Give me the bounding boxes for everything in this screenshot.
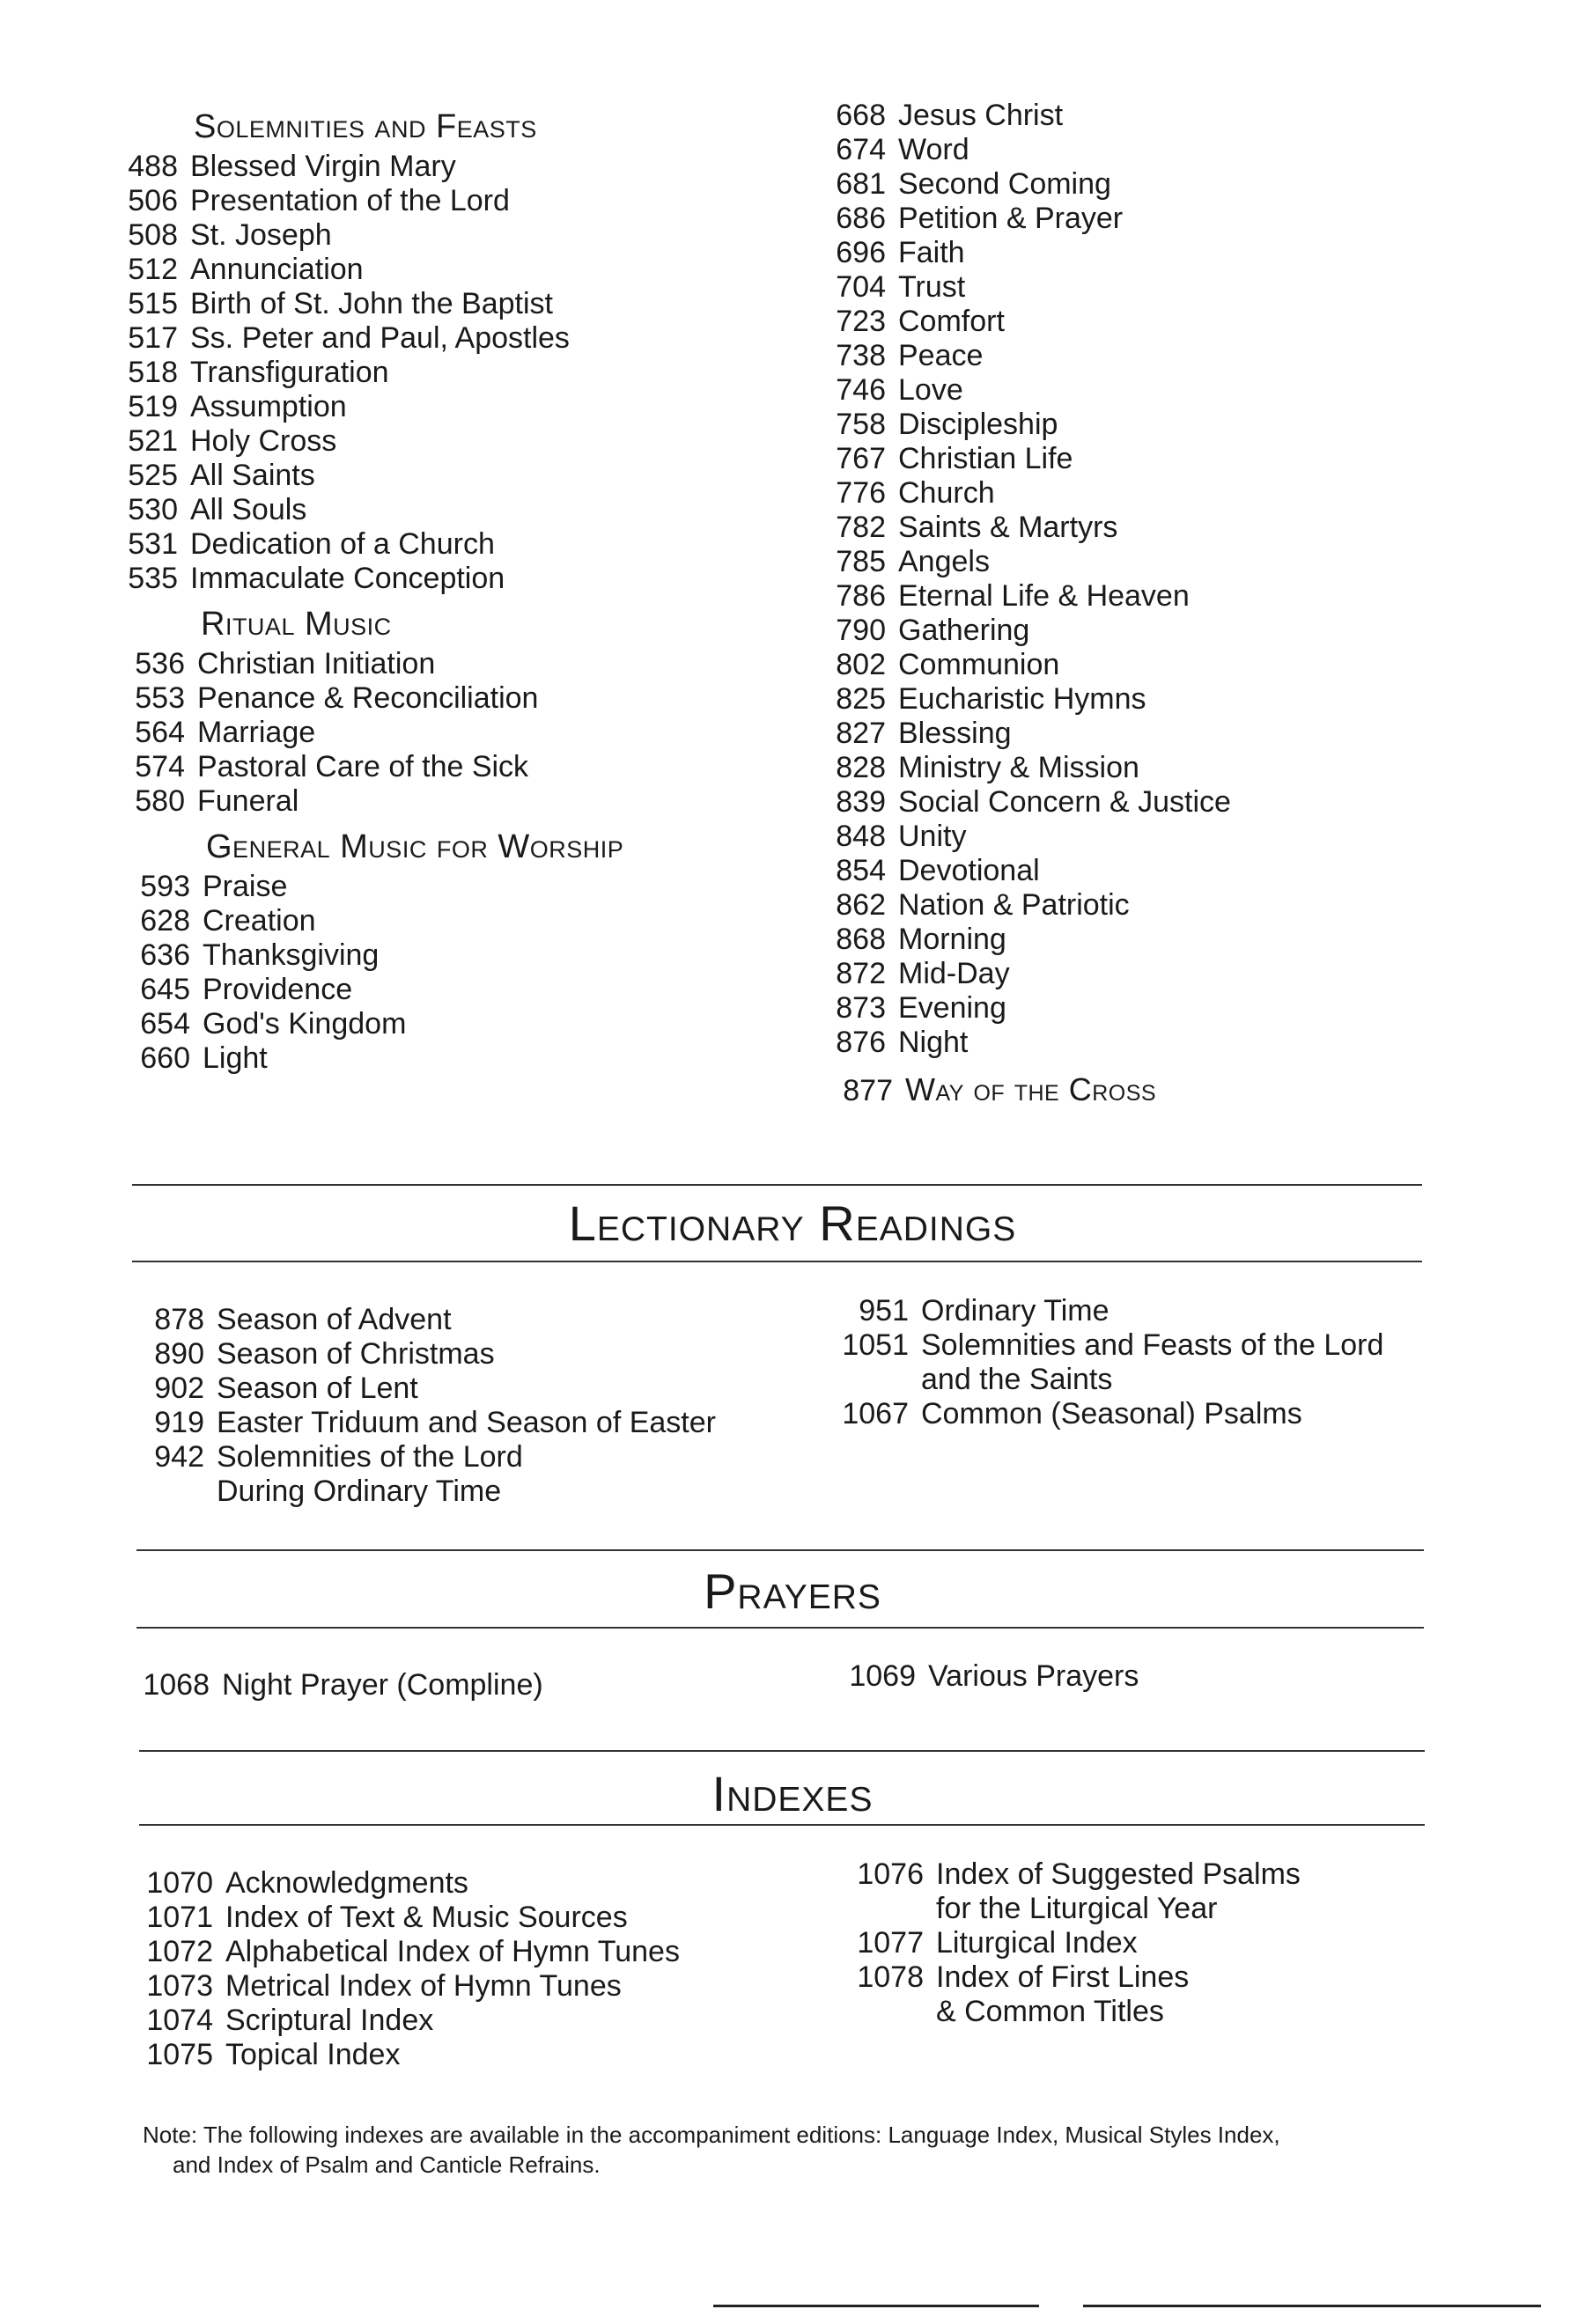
divider [136,1627,1424,1629]
list-item[interactable]: 786 Eternal Life & Heaven [836,579,1190,613]
list-item[interactable]: 488 Blessed Virgin Mary [128,150,456,183]
list-item[interactable]: 674 Word [836,133,969,166]
footnote-line-2: and Index of Psalm and Canticle Refrains. [173,2151,601,2178]
list-item[interactable]: 531 Dedication of a Church [128,527,495,561]
list-item[interactable]: 1069 Various Prayers [849,1659,1139,1693]
list-item[interactable]: 854 Devotional [836,854,1040,887]
list-item[interactable]: 1070 Acknowledgments [146,1866,468,1900]
list-item[interactable]: 825 Eucharistic Hymns [836,682,1146,716]
list-item[interactable]: 1068 Night Prayer (Compline) [143,1668,543,1702]
list-item[interactable]: 1078 Index of First Lines [857,1960,1190,1994]
indexes-heading: Indexes [711,1766,874,1821]
divider [132,1261,1422,1262]
list-item[interactable]: 738 Peace [836,339,984,372]
list-item[interactable]: 518 Transfiguration [128,356,389,389]
list-item-continuation: During Ordinary Time [217,1475,502,1508]
list-item[interactable]: 681 Second Coming [836,167,1111,201]
prayers-heading: Prayers [704,1563,881,1619]
list-item[interactable]: 746 Love [836,373,963,407]
list-item[interactable]: 758 Discipleship [836,408,1058,441]
list-item[interactable]: 868 Morning [836,923,1006,956]
indexes-right-column [841,1857,1457,2029]
list-item[interactable]: 1074 Scriptural Index [146,2004,434,2037]
way-of-the-cross-item[interactable]: 877 Way of the Cross [843,1071,1157,1107]
list-item[interactable]: 1077 Liturgical Index [857,1926,1138,1960]
footnote [143,2120,1411,2180]
list-item[interactable]: 508 St. Joseph [128,218,332,252]
divider [139,1824,1425,1826]
lectionary-right-column [828,1294,1444,1431]
list-item[interactable]: 890 Season of Christmas [154,1337,495,1371]
list-item[interactable]: 802 Communion [836,648,1060,681]
list-item[interactable]: 785 Angels [836,545,990,578]
lectionary-heading: Lectionary Readings [568,1195,1017,1251]
list-item[interactable]: 1067 Common (Seasonal) Psalms [842,1397,1302,1430]
list-item[interactable]: 1072 Alphabetical Index of Hymn Tunes [146,1935,680,1968]
list-item[interactable]: 1073 Metrical Index of Hymn Tunes [146,1969,622,2003]
list-item[interactable]: 1075 Topical Index [146,2038,401,2071]
list-item[interactable]: 628 Creation [140,904,316,938]
list-item[interactable]: 782 Saints & Martyrs [836,511,1118,544]
list-item[interactable]: 876 Night [836,1026,969,1059]
list-item[interactable]: 872 Mid-Day [836,957,1010,990]
list-item[interactable]: 512 Annunciation [128,253,364,286]
list-item[interactable]: 525 All Saints [128,459,315,492]
list-item[interactable]: 951 Ordinary Time [859,1294,1110,1327]
list-item[interactable]: 862 Nation & Patriotic [836,888,1130,922]
list-item[interactable]: 839 Social Concern & Justice [836,785,1231,819]
list-item[interactable]: 1071 Index of Text & Music Sources [146,1901,628,1934]
list-item[interactable]: 827 Blessing [836,717,1012,750]
list-item[interactable]: 580 Funeral [135,784,299,818]
section-heading-general-music: General Music for Worship [206,828,624,865]
list-item[interactable]: 1076 Index of Suggested Psalms [857,1857,1301,1891]
page-edge-rule [1083,2305,1541,2307]
section-heading-ritual-music: Ritual Music [201,606,392,643]
list-item[interactable]: 519 Assumption [128,390,347,423]
list-item[interactable]: 530 All Souls [128,493,307,526]
music-left-column [123,107,792,1076]
section-heading-solemnities: Solemnities and Feasts [194,108,537,145]
list-item[interactable]: 704 Trust [836,270,966,304]
list-item[interactable]: 696 Faith [836,236,965,269]
list-item[interactable]: 593 Praise [140,870,288,903]
list-item[interactable]: 1051 Solemnities and Feasts of the Lord [842,1328,1384,1362]
list-item[interactable]: 790 Gathering [836,614,1030,647]
list-item[interactable]: 515 Birth of St. John the Baptist [128,287,554,320]
list-item[interactable]: 654 God's Kingdom [140,1007,407,1041]
prayers-right-column [837,1659,1453,1694]
list-item[interactable]: 636 Thanksgiving [140,938,380,972]
prayers-left-column [141,1668,810,1703]
list-item[interactable]: 902 Season of Lent [154,1372,418,1405]
topics-list [828,99,1444,1060]
list-item[interactable]: 873 Evening [836,991,1006,1025]
list-item[interactable]: 521 Holy Cross [128,424,337,458]
list-item[interactable]: 723 Comfort [836,305,1005,338]
list-item[interactable]: 564 Marriage [135,716,316,749]
indexes-left-column [143,1866,812,2072]
list-item-continuation: and the Saints [921,1363,1113,1396]
list-item[interactable]: 536 Christian Initiation [135,647,436,680]
general-music-list [123,870,792,1076]
list-item[interactable]: 535 Immaculate Conception [128,562,505,595]
list-item[interactable]: 517 Ss. Peter and Paul, Apostles [128,321,570,355]
divider [132,1184,1422,1186]
divider [139,1750,1425,1752]
list-item[interactable]: 776 Church [836,476,995,510]
list-item[interactable]: 645 Providence [140,973,353,1006]
list-item[interactable]: 919 Easter Triduum and Season of Easter [154,1406,716,1439]
list-item-continuation: & Common Titles [936,1995,1164,2028]
list-item[interactable]: 828 Ministry & Mission [836,751,1139,784]
list-item[interactable]: 878 Season of Advent [154,1303,452,1336]
list-item[interactable]: 506 Presentation of the Lord [128,184,510,217]
ritual-music-list [123,647,792,819]
list-item[interactable]: 660 Light [140,1041,268,1075]
footnote-line-1: Note: The following indexes are available in the accompaniment editions: Language Index, Musical Styles Index, [143,2122,1280,2148]
music-right-column [828,99,1444,1109]
list-item[interactable]: 942 Solemnities of the Lord [154,1440,523,1474]
list-item-continuation: for the Liturgical Year [936,1892,1218,1925]
list-item[interactable]: 686 Petition & Prayer [836,202,1124,235]
list-item[interactable]: 553 Penance & Reconciliation [135,681,539,715]
divider [136,1549,1424,1551]
solemnities-list [123,150,792,596]
lectionary-left-column [141,1303,810,1509]
list-item[interactable]: 848 Unity [836,820,967,853]
list-item[interactable]: 574 Pastoral Care of the Sick [135,750,529,783]
list-item[interactable]: 767 Christian Life [836,442,1073,475]
page-edge-rule [713,2305,1039,2307]
list-item[interactable]: 668 Jesus Christ [836,99,1064,132]
